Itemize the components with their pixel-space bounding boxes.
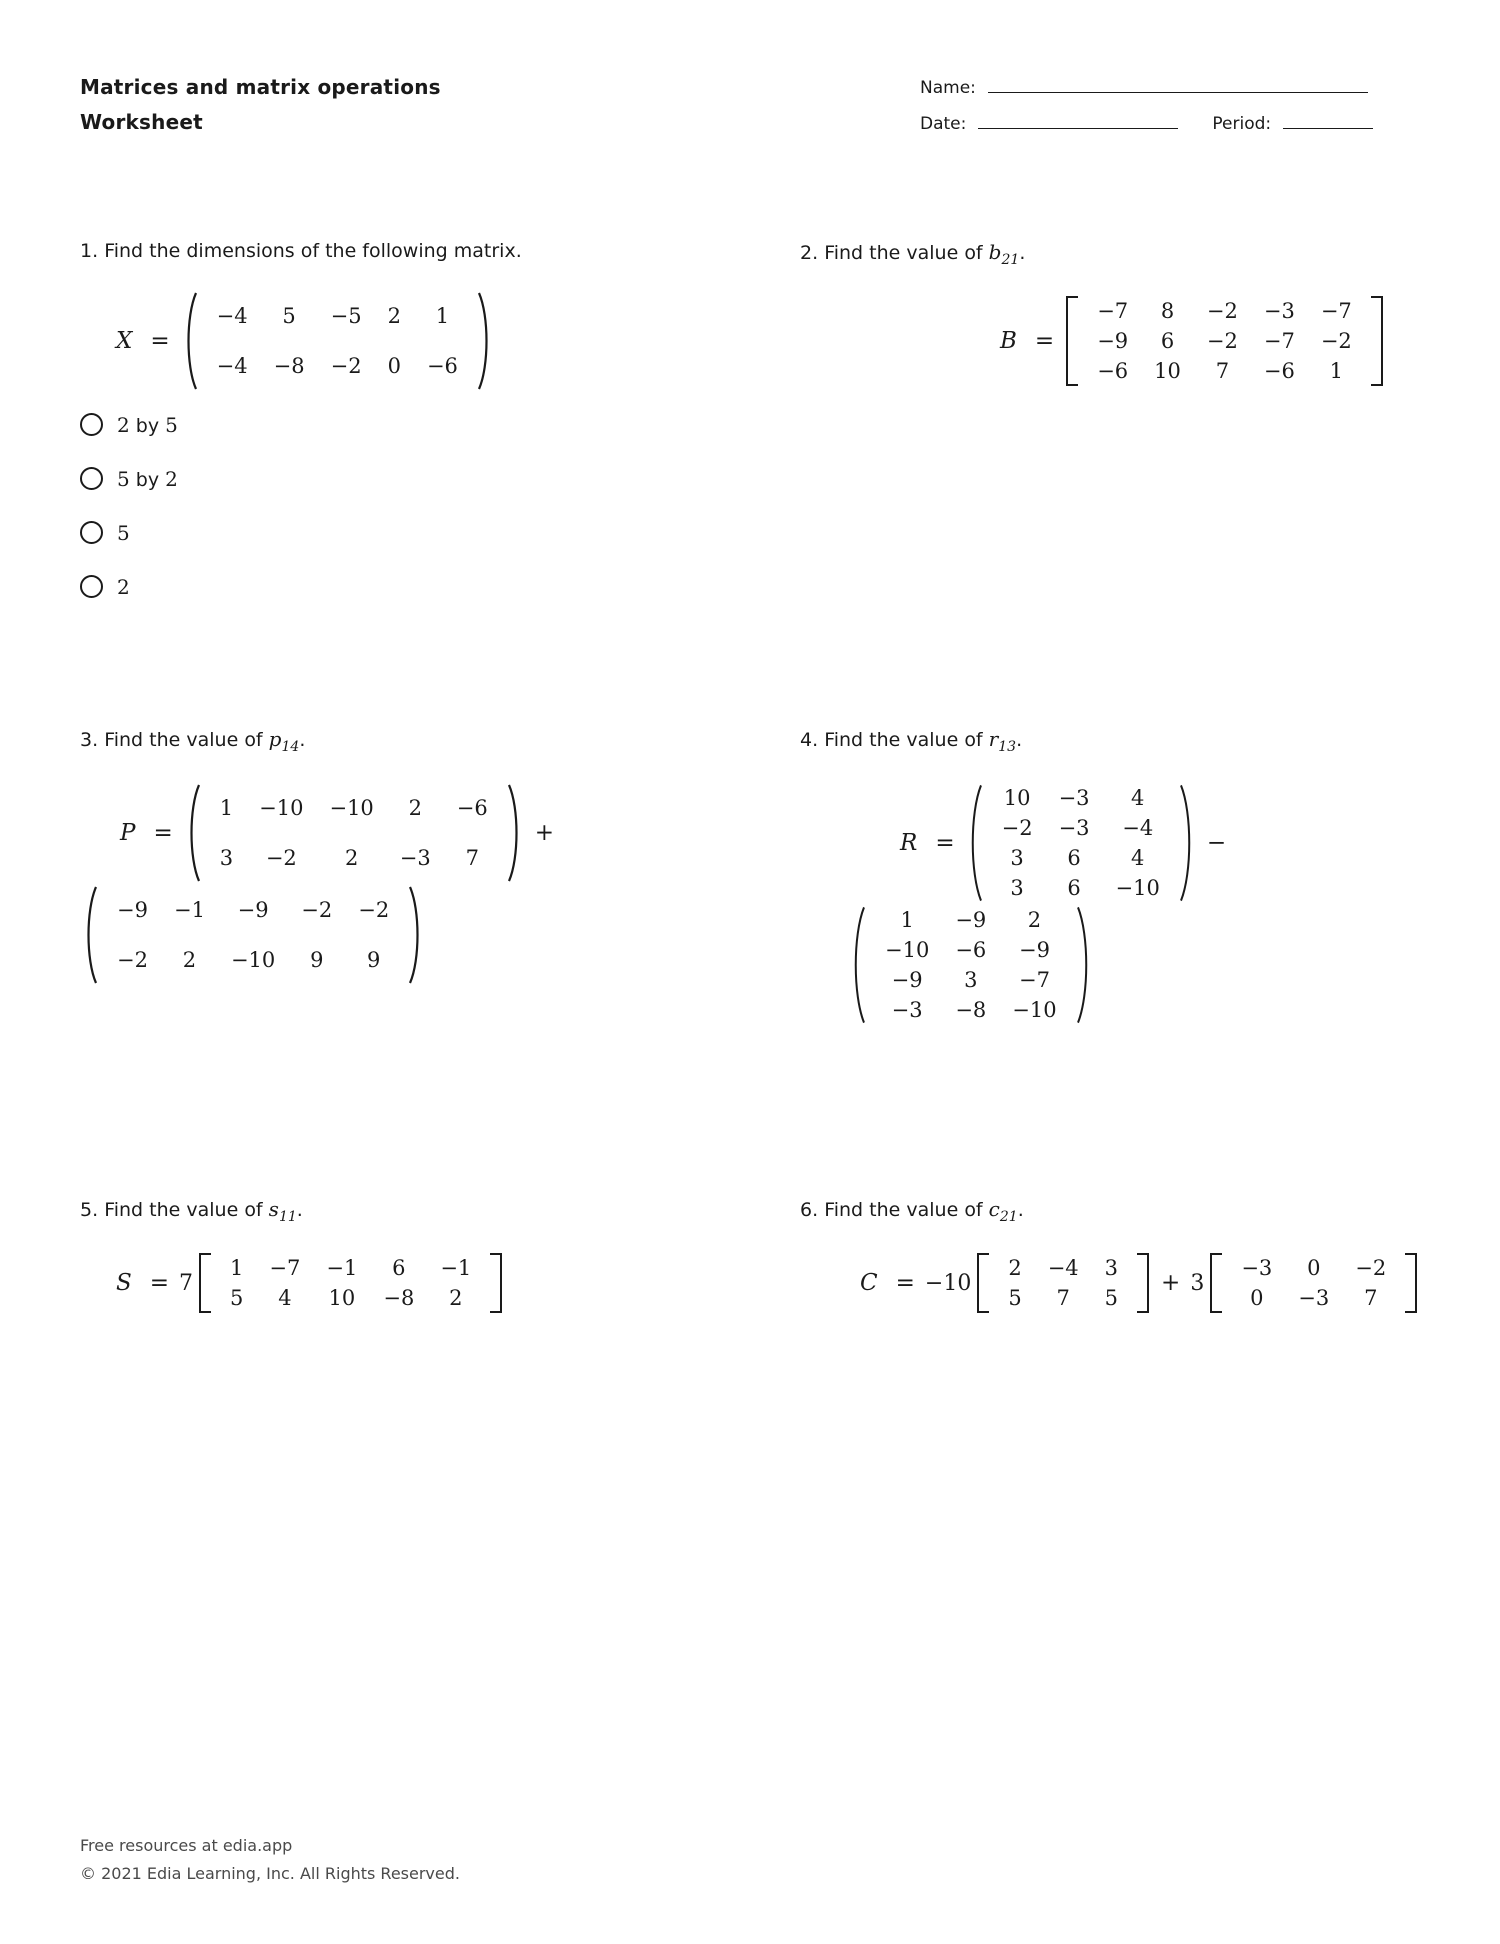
choice-option-3[interactable]: [80, 521, 780, 545]
matrix-cell: 2: [387, 303, 401, 328]
matrix-cell: −1: [173, 897, 205, 922]
choice-label: 2: [117, 574, 130, 599]
matrix-cell: −2: [330, 353, 362, 378]
matrix-cell: −8: [955, 997, 987, 1022]
problem-2-number: 2.: [800, 242, 819, 264]
matrix-p-a-body: [207, 783, 501, 883]
problem-5-expression: [116, 1253, 780, 1313]
matrix-row: [1228, 1283, 1399, 1313]
matrix-row: [872, 935, 1070, 965]
worksheet-header: [80, 70, 1420, 150]
matrix-row: [872, 965, 1070, 995]
student-meta-block: [920, 78, 1420, 150]
matrix-cell: 3: [219, 845, 234, 870]
matrix-cell: −3: [891, 997, 923, 1022]
name-input-line[interactable]: [988, 91, 1368, 93]
worksheet-title-line1: Matrices and matrix operations: [80, 75, 441, 99]
matrix-cell: −2: [1206, 329, 1238, 354]
matrix-p-b: [82, 885, 424, 985]
matrix-cell: 5: [282, 303, 296, 328]
bracket-left: [1210, 1253, 1222, 1313]
problem-2-prompt: [800, 238, 1500, 270]
matrix-cell: 0: [1250, 1286, 1264, 1311]
matrix-x-body: [204, 291, 471, 391]
problem-5: [80, 1195, 780, 1313]
matrix-cell: −6: [456, 795, 488, 820]
matrix-cell: −1: [440, 1256, 472, 1281]
matrix-r-a: [967, 783, 1195, 903]
minus-operator: −: [1206, 829, 1227, 856]
problem-1-expression: [116, 291, 780, 391]
matrix-cell: −4: [216, 303, 248, 328]
matrix-cell: −2: [1001, 815, 1033, 840]
matrix-c-b: [1210, 1253, 1417, 1313]
matrix-cell: −6: [1097, 359, 1129, 384]
matrix-cell: −2: [1355, 1256, 1387, 1281]
paren-left: [850, 905, 866, 1025]
matrix-cell: 7: [1364, 1286, 1378, 1311]
matrix-row: [207, 783, 501, 833]
problem-3-prompt: [80, 725, 780, 757]
matrix-b-body: [1084, 296, 1365, 386]
matrix-p-label: P: [120, 819, 136, 846]
matrix-cell: −2: [1320, 329, 1352, 354]
matrix-cell: 0: [387, 353, 401, 378]
matrix-cell: 10: [1154, 359, 1181, 384]
matrix-row: [204, 291, 471, 341]
matrix-r-b: [850, 905, 1092, 1025]
matrix-cell: −4: [1122, 815, 1154, 840]
choice-option-4[interactable]: [80, 575, 780, 599]
matrix-cell: −10: [1115, 875, 1160, 900]
matrix-row: [1228, 1253, 1399, 1283]
matrix-b: [1066, 296, 1383, 386]
problem-6-text: Find the value of: [824, 1198, 989, 1221]
equals-sign: =: [149, 1270, 170, 1297]
problem-2-variable: b: [988, 240, 1002, 264]
problem-4-expression-line1: [900, 783, 1500, 903]
radio-icon[interactable]: [80, 575, 103, 598]
matrix-cell: 0: [1307, 1256, 1321, 1281]
bracket-left: [977, 1253, 989, 1313]
name-label: Name:: [920, 78, 976, 98]
equals-sign: =: [1034, 328, 1055, 355]
matrix-cell: −3: [1241, 1256, 1273, 1281]
matrix-row: [104, 885, 402, 935]
matrix-cell: 2: [408, 795, 422, 820]
matrix-cell: 5: [1104, 1286, 1119, 1311]
page-footer: [80, 1832, 460, 1888]
matrix-cell: 10: [328, 1286, 356, 1311]
matrix-row: [204, 341, 471, 391]
bracket-right: [1405, 1253, 1417, 1313]
bracket-right: [490, 1253, 502, 1313]
paren-right: [408, 885, 424, 985]
matrix-cell: −9: [1018, 937, 1050, 962]
matrix-row: [989, 843, 1173, 873]
matrix-cell: 1: [219, 795, 234, 820]
matrix-cell: −9: [891, 967, 923, 992]
matrix-cell: −10: [885, 937, 930, 962]
matrix-cell: 8: [1160, 299, 1175, 324]
equals-sign: =: [150, 327, 170, 354]
matrix-r-label: R: [900, 829, 918, 856]
matrix-cell: −6: [1263, 359, 1295, 384]
matrix-cell: −9: [955, 907, 987, 932]
matrix-s-body: [217, 1253, 484, 1313]
problem-1: [80, 238, 780, 629]
problem-2-text: Find the value of: [824, 242, 989, 264]
paren-left: [967, 783, 983, 903]
matrix-row: [989, 813, 1173, 843]
date-label: Date:: [920, 114, 967, 134]
matrix-cell: −9: [117, 897, 148, 922]
matrix-cell: 2: [344, 845, 359, 870]
matrix-c-b-body: [1228, 1253, 1399, 1313]
problem-3: [80, 725, 780, 1025]
plus-operator: +: [534, 819, 555, 846]
matrix-cell: 3: [964, 967, 978, 992]
problem-1-number: 1.: [80, 240, 99, 262]
problem-3-variable-subscript: 14: [281, 738, 300, 755]
period-input-line[interactable]: [1283, 127, 1373, 129]
matrix-cell: −3: [1058, 815, 1090, 840]
paren-left: [185, 783, 201, 883]
bracket-right: [1371, 296, 1383, 386]
matrix-cell: −9: [1097, 329, 1129, 354]
matrix-cell: −6: [955, 937, 987, 962]
matrix-r-a-body: [989, 783, 1173, 903]
matrix-cell: −4: [1047, 1256, 1079, 1281]
problem-2-expression: [1000, 296, 1500, 386]
radio-icon[interactable]: [80, 467, 103, 490]
matrix-cell: −7: [1263, 329, 1295, 354]
choice-label: 2 by 5: [117, 412, 178, 437]
equals-sign: =: [935, 829, 955, 856]
problem-5-variable-subscript: 11: [278, 1208, 297, 1225]
matrix-cell: −2: [117, 947, 148, 972]
plus-operator: +: [1161, 1270, 1181, 1297]
worksheet-title-line2: Worksheet: [80, 110, 203, 134]
matrix-cell: 9: [367, 947, 381, 972]
matrix-row: [104, 935, 402, 985]
paren-right: [507, 783, 523, 883]
matrix-cell: −3: [1058, 785, 1090, 810]
matrix-cell: 2: [449, 1286, 463, 1311]
problem-1-prompt: [80, 238, 780, 265]
matrix-cell: 6: [392, 1256, 406, 1281]
choice-label: 5: [117, 520, 130, 545]
matrix-cell: −3: [1263, 299, 1295, 324]
bracket-right: [1137, 1253, 1149, 1313]
problem-2-variable-subscript: 21: [1001, 251, 1020, 268]
matrix-cell: 1: [435, 303, 450, 328]
problem-4-number: 4.: [800, 728, 819, 751]
problem-3-number: 3.: [80, 728, 99, 751]
matrix-cell: −3: [399, 845, 431, 870]
matrix-cell: −7: [1320, 299, 1352, 324]
footer-copyright-line: © 2021 Edia Learning, Inc. All Rights Reserved.: [80, 1864, 460, 1883]
matrix-cell: 7: [465, 845, 479, 870]
matrix-row: [207, 833, 501, 883]
problem-3-expression-line2: [80, 885, 780, 985]
matrix-row: [1084, 356, 1365, 386]
paren-right: [1076, 905, 1092, 1025]
paren-left: [82, 885, 98, 985]
problem-6: [800, 1195, 1500, 1313]
problem-2: [800, 238, 1500, 629]
radio-icon[interactable]: [80, 413, 103, 436]
matrix-s: [199, 1253, 502, 1313]
problem-2-text-end: .: [1019, 242, 1026, 264]
matrix-cell: −9: [237, 897, 269, 922]
matrix-row: [872, 995, 1070, 1025]
matrix-cell: 3: [1104, 1256, 1119, 1281]
problem-6-variable: c: [988, 1196, 1000, 1221]
matrix-row: [995, 1253, 1131, 1283]
matrix-row: [217, 1253, 484, 1283]
matrix-cell: −5: [330, 303, 362, 328]
scalar-multiplier: 7: [179, 1270, 194, 1296]
matrix-row: [989, 783, 1173, 813]
matrix-row: [872, 905, 1070, 935]
matrix-cell: 7: [1215, 359, 1230, 384]
scalar-multiplier-a: −10: [924, 1270, 972, 1296]
problem-6-prompt: [800, 1195, 1500, 1227]
problem-1-text: Find the dimensions of the following matrix.: [104, 240, 522, 262]
problem-5-text-end: .: [296, 1198, 303, 1221]
matrix-cell: −7: [1018, 967, 1050, 992]
matrix-cell: −1: [326, 1256, 358, 1281]
matrix-row: [989, 873, 1173, 903]
equals-sign: =: [895, 1270, 915, 1297]
matrix-cell: 6: [1067, 875, 1081, 900]
matrix-cell: 4: [278, 1286, 292, 1311]
matrix-cell: −7: [1097, 299, 1129, 324]
matrix-p-b-body: [104, 885, 402, 985]
matrix-cell: 7: [1056, 1286, 1070, 1311]
problem-4-text: Find the value of: [824, 728, 989, 751]
matrix-cell: 6: [1160, 329, 1175, 354]
matrix-row: [995, 1283, 1131, 1313]
matrix-cell: 2: [1008, 1256, 1022, 1281]
title-block: [80, 70, 441, 140]
choice-option-1[interactable]: [80, 413, 780, 437]
problem-6-variable-subscript: 21: [999, 1208, 1018, 1225]
matrix-s-label: S: [116, 1270, 132, 1297]
matrix-c-label: C: [860, 1270, 878, 1297]
matrix-cell: 5: [1008, 1286, 1022, 1311]
period-label: Period:: [1212, 114, 1272, 134]
matrix-c-a: [977, 1253, 1149, 1313]
matrix-row: [217, 1283, 484, 1313]
paren-right: [477, 291, 493, 391]
matrix-cell: −8: [383, 1286, 415, 1311]
matrix-cell: 10: [1003, 785, 1031, 810]
problem-3-text: Find the value of: [104, 728, 269, 751]
matrix-cell: −10: [329, 795, 374, 820]
problem-5-prompt: [80, 1195, 780, 1227]
matrix-p-a: [185, 783, 523, 883]
scalar-multiplier-b: 3: [1190, 1270, 1205, 1296]
problem-3-text-end: .: [299, 728, 306, 751]
problem-3-variable: p: [268, 726, 282, 751]
problem-1-choices: [80, 413, 780, 599]
matrix-r-b-body: [872, 905, 1070, 1025]
matrix-cell: 4: [1131, 845, 1145, 870]
problem-5-variable: s: [268, 1196, 279, 1221]
equals-sign: =: [153, 819, 173, 846]
matrix-cell: 3: [1010, 875, 1024, 900]
matrix-cell: −10: [1012, 997, 1057, 1022]
problem-6-number: 6.: [800, 1198, 819, 1221]
matrix-b-label: B: [1000, 328, 1017, 355]
matrix-cell: 6: [1067, 845, 1081, 870]
choice-label: 5 by 2: [117, 466, 178, 491]
matrix-cell: 1: [1329, 359, 1343, 384]
matrix-cell: 2: [1027, 907, 1042, 932]
footer-resources-line: Free resources at edia.app: [80, 1836, 293, 1855]
matrix-cell: 2: [182, 947, 197, 972]
bracket-left: [1066, 296, 1078, 386]
paren-left: [182, 291, 198, 391]
paren-right: [1179, 783, 1195, 903]
problem-5-text: Find the value of: [104, 1198, 269, 1221]
matrix-cell: 3: [1010, 845, 1024, 870]
problem-6-text-end: .: [1017, 1198, 1024, 1221]
problem-5-number: 5.: [80, 1198, 99, 1221]
matrix-row: [1084, 296, 1365, 326]
matrix-cell: −2: [265, 845, 297, 870]
matrix-cell: −7: [269, 1256, 301, 1281]
date-period-row: [920, 114, 1420, 134]
matrix-cell: −10: [230, 947, 276, 972]
matrix-cell: −2: [301, 897, 333, 922]
matrix-cell: 4: [1131, 785, 1145, 810]
problems-grid: [80, 238, 1420, 1313]
problem-3-expression-line1: [120, 783, 780, 883]
problem-6-expression: [860, 1253, 1500, 1313]
matrix-cell: −8: [273, 353, 305, 378]
matrix-cell: 1: [230, 1256, 244, 1281]
matrix-cell: −3: [1298, 1286, 1330, 1311]
problem-4-variable-subscript: 13: [998, 738, 1017, 755]
matrix-cell: 9: [310, 947, 324, 972]
bracket-left: [199, 1253, 211, 1313]
problem-4: [800, 725, 1500, 1025]
name-row: [920, 78, 1420, 98]
matrix-c-a-body: [995, 1253, 1131, 1313]
matrix-x: [182, 291, 493, 391]
matrix-cell: −4: [216, 353, 248, 378]
matrix-cell: 5: [230, 1286, 244, 1311]
matrix-x-label: X: [116, 327, 133, 354]
radio-icon[interactable]: [80, 521, 103, 544]
matrix-cell: 1: [900, 907, 914, 932]
matrix-cell: −2: [358, 897, 390, 922]
matrix-row: [1084, 326, 1365, 356]
problem-4-variable: r: [988, 726, 999, 751]
matrix-cell: −2: [1206, 299, 1238, 324]
date-input-line[interactable]: [978, 127, 1178, 129]
problem-4-prompt: [800, 725, 1500, 757]
problem-4-text-end: .: [1016, 728, 1023, 751]
choice-option-2[interactable]: [80, 467, 780, 491]
matrix-cell: −10: [259, 795, 304, 820]
matrix-cell: −6: [426, 353, 458, 378]
problem-4-expression-line2: [848, 905, 1500, 1025]
